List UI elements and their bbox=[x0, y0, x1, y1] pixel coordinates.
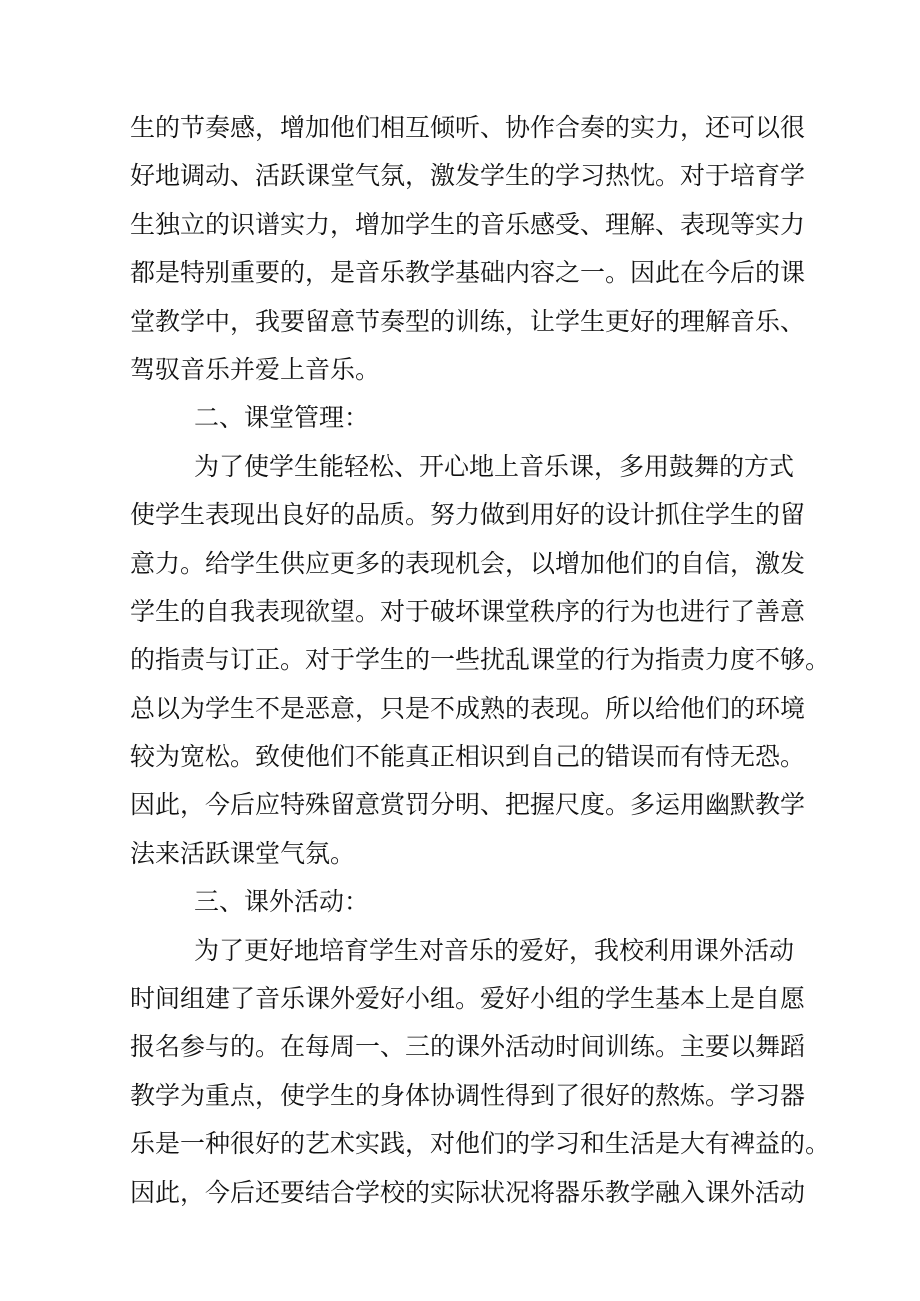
text-line: 好地调动、活跃课堂气氛，激发学生的学习热忱。对于培育学 bbox=[130, 161, 806, 191]
text-line: 都是特别重要的，是音乐教学基础内容之一。因此在今后的课 bbox=[130, 258, 806, 288]
section-heading-extracurricular: 三、课外活动： bbox=[194, 887, 370, 917]
text-line: 生的节奏感，增加他们相互倾听、协作合奏的实力，还可以很 bbox=[130, 113, 806, 142]
text-line: 生独立的识谱实力，增加学生的音乐感受、理解、表现等实力 bbox=[130, 209, 806, 239]
text-line: 为了更好地培育学生对音乐的爱好，我校利用课外活动 bbox=[194, 935, 795, 965]
text-line: 乐是一种很好的艺术实践，对他们的学习和生活是大有裨益的。 bbox=[130, 1129, 831, 1159]
text-line: 较为宽松。致使他们不能真正相识到自己的错误而有恃无恐。 bbox=[130, 742, 806, 772]
text-line: 法来活跃课堂气氛。 bbox=[130, 838, 356, 868]
text-line: 为了使学生能轻松、开心地上音乐课，多用鼓舞的方式 bbox=[194, 451, 795, 481]
text-line: 总以为学生不是恶意，只是不成熟的表现。所以给他们的环境 bbox=[130, 693, 806, 723]
text-line: 报名参与的。在每周一、三的课外活动时间训练。主要以舞蹈 bbox=[130, 1032, 806, 1062]
text-line: 因此，今后应特殊留意赏罚分明、把握尺度。多运用幽默教学 bbox=[130, 790, 806, 820]
text-line: 使学生表现出良好的品质。努力做到用好的设计抓住学生的留 bbox=[130, 500, 806, 530]
text-line: 的指责与订正。对于学生的一些扰乱课堂的行为指责力度不够。 bbox=[130, 645, 831, 675]
section-heading-classroom-management: 二、课堂管理： bbox=[194, 403, 370, 433]
text-line: 意力。给学生供应更多的表现机会，以增加他们的自信，激发 bbox=[130, 548, 806, 578]
text-line: 因此，今后还要结合学校的实际状况将器乐教学融入课外活动 bbox=[130, 1177, 806, 1207]
text-line: 驾驭音乐并爱上音乐。 bbox=[130, 354, 381, 384]
text-line: 时间组建了音乐课外爱好小组。爱好小组的学生基本上是自愿 bbox=[130, 984, 806, 1014]
text-line: 教学为重点，使学生的身体协调性得到了很好的熬炼。学习器 bbox=[130, 1080, 806, 1110]
body-text bbox=[130, 104, 831, 1217]
text-line: 堂教学中，我要留意节奏型的训练，让学生更好的理解音乐、 bbox=[130, 306, 806, 336]
text-line: 学生的自我表现欲望。对于破坏课堂秩序的行为也进行了善意 bbox=[130, 596, 806, 626]
